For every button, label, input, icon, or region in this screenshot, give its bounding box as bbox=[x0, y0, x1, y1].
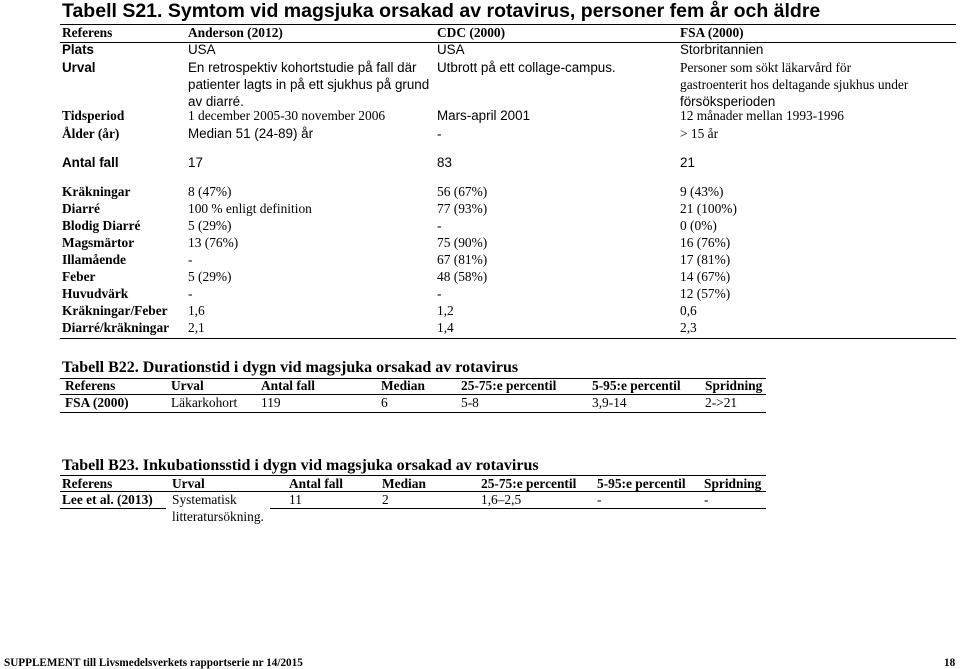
table3-title: Tabell B23. Inkubationsstid i dygn vid magsjuka orsakad av rotavirus bbox=[62, 457, 539, 474]
t1-sym-c2-0: 56 (67%) bbox=[437, 184, 488, 199]
t1-urval-c3-line2: gastroenterit hos deltagande sjukhus under bbox=[680, 77, 909, 92]
table1-bottom-rule bbox=[60, 338, 956, 339]
t1-urval-c3-line1: Personer som sökt läkarvård för bbox=[680, 60, 852, 75]
t1-alder-c3: > 15 år bbox=[680, 126, 719, 141]
t3-header-antal: Antal fall bbox=[289, 476, 343, 491]
t1-sym-c2-1: 77 (93%) bbox=[437, 201, 488, 216]
t1-plats-c2: USA bbox=[437, 42, 465, 57]
t1-tidsperiod-label: Tidsperiod bbox=[62, 108, 125, 123]
t1-sym-c2-3: 75 (90%) bbox=[437, 235, 488, 250]
t1-sym-label-8: Diarré/kräkningar bbox=[62, 320, 170, 335]
t3-row-p595: - bbox=[597, 492, 602, 507]
t1-sym-label-5: Feber bbox=[62, 269, 96, 284]
t1-tidsperiod-c1: 1 december 2005-30 november 2006 bbox=[188, 108, 386, 123]
t1-sym-c1-0: 8 (47%) bbox=[188, 184, 232, 199]
t1-sym-c3-2: 0 (0%) bbox=[680, 218, 717, 233]
table2-bottom-rule bbox=[60, 412, 766, 413]
t1-alder-c1: Median 51 (24-89) år bbox=[188, 126, 314, 141]
t1-sym-c3-5: 14 (67%) bbox=[680, 269, 731, 284]
t1-sym-c3-0: 9 (43%) bbox=[680, 184, 724, 199]
t1-sym-c3-1: 21 (100%) bbox=[680, 201, 737, 216]
t2-header-median: Median bbox=[381, 378, 425, 393]
t1-header-fsa: FSA (2000) bbox=[680, 25, 744, 40]
t3-header-urval: Urval bbox=[172, 476, 205, 491]
t3-row-median: 2 bbox=[382, 492, 389, 507]
t1-header-cdc: CDC (2000) bbox=[437, 25, 506, 40]
t2-header-referens: Referens bbox=[65, 378, 116, 393]
t1-sym-c1-8: 2,1 bbox=[188, 320, 205, 335]
t2-row-referens: FSA (2000) bbox=[65, 395, 129, 410]
t2-row-antal: 119 bbox=[261, 395, 281, 410]
t1-sym-c1-7: 1,6 bbox=[188, 303, 205, 318]
t3-row-spridning: - bbox=[704, 492, 709, 507]
t2-header-p595: 5-95:e percentil bbox=[592, 378, 681, 393]
t1-plats-c3: Storbritannien bbox=[680, 42, 764, 57]
t2-header-p2575: 25-75:e percentil bbox=[461, 378, 557, 393]
t3-header-p2575: 25-75:e percentil bbox=[481, 476, 577, 491]
t1-sym-c3-8: 2,3 bbox=[680, 320, 697, 335]
table2-title: Tabell B22. Durationstid i dygn vid magsjuka orsakad av rotavirus bbox=[62, 359, 519, 376]
t2-row-p595: 3,9-14 bbox=[592, 395, 627, 410]
t1-alder-label: Ålder (år) bbox=[62, 126, 120, 141]
t1-sym-label-0: Kräkningar bbox=[62, 184, 131, 199]
t1-header-ref: Referens bbox=[62, 25, 113, 40]
t1-sym-label-2: Blodig Diarré bbox=[62, 218, 141, 233]
t3-row-antal: 11 bbox=[289, 492, 302, 507]
t2-row-median: 6 bbox=[381, 395, 388, 410]
t1-sym-c3-7: 0,6 bbox=[680, 303, 697, 318]
t2-header-urval: Urval bbox=[171, 378, 204, 393]
table3-bottom-rule-right bbox=[270, 508, 766, 509]
t1-sym-c2-4: 67 (81%) bbox=[437, 252, 488, 267]
table1-title: Tabell S21. Symtom vid magsjuka orsakad av rotavirus, personer fem år och äldre bbox=[62, 0, 821, 22]
t1-tidsperiod-c3: 12 månader mellan 1993-1996 bbox=[680, 108, 844, 123]
t1-sym-c1-2: 5 (29%) bbox=[188, 218, 232, 233]
t1-sym-c2-2: - bbox=[437, 218, 442, 233]
t2-header-spridning: Spridning bbox=[705, 378, 763, 393]
t1-tidsperiod-c2: Mars-april 2001 bbox=[437, 108, 531, 123]
page-number: 18 bbox=[944, 657, 956, 669]
t1-sym-label-1: Diarré bbox=[62, 201, 100, 216]
t1-antal-c3: 21 bbox=[680, 155, 695, 170]
t1-sym-c3-4: 17 (81%) bbox=[680, 252, 731, 267]
t3-header-median: Median bbox=[382, 476, 426, 491]
t1-antal-c1: 17 bbox=[188, 155, 203, 170]
t1-sym-label-3: Magsmärtor bbox=[62, 235, 135, 250]
t1-sym-c2-5: 48 (58%) bbox=[437, 269, 488, 284]
t1-sym-c2-7: 1,2 bbox=[437, 303, 454, 318]
t1-sym-c1-1: 100 % enligt definition bbox=[188, 201, 312, 216]
t1-antal-label: Antal fall bbox=[62, 155, 119, 170]
table3-header-rule bbox=[60, 491, 766, 492]
t2-row-spridning: 2->21 bbox=[705, 395, 738, 410]
t1-sym-c1-6: - bbox=[188, 286, 193, 301]
t1-urval-c2: Utbrott på ett collage-campus. bbox=[437, 60, 616, 75]
t3-header-spridning: Spridning bbox=[704, 476, 762, 491]
t2-header-antal: Antal fall bbox=[261, 378, 315, 393]
t3-row-referens: Lee et al. (2013) bbox=[62, 492, 153, 507]
t3-row-urval-line1: Systematisk bbox=[172, 492, 237, 507]
t1-alder-c2: - bbox=[437, 126, 442, 141]
t3-row-urval-line2: litteratursökning. bbox=[172, 509, 264, 524]
t1-sym-c1-4: - bbox=[188, 252, 193, 267]
t2-row-urval: Läkarkohort bbox=[171, 395, 238, 410]
t1-sym-c1-3: 13 (76%) bbox=[188, 235, 239, 250]
t1-sym-c3-6: 12 (57%) bbox=[680, 286, 731, 301]
t1-urval-c1-line2: patienter lagts in på ett sjukhus på grund bbox=[188, 77, 430, 92]
t1-plats-c1: USA bbox=[188, 42, 216, 57]
t1-urval-c1-line1: En retrospektiv kohortstudie på fall där bbox=[188, 60, 417, 75]
t1-sym-c1-5: 5 (29%) bbox=[188, 269, 232, 284]
t1-sym-label-4: Illamående bbox=[62, 252, 126, 267]
t1-sym-c2-8: 1,4 bbox=[437, 320, 454, 335]
t3-header-referens: Referens bbox=[62, 476, 113, 491]
t2-row-p2575: 5-8 bbox=[461, 395, 479, 410]
t1-sym-label-7: Kräkningar/Feber bbox=[62, 303, 168, 318]
t3-row-p2575: 1,6–2,5 bbox=[481, 492, 522, 507]
t1-antal-c2: 83 bbox=[437, 155, 452, 170]
t1-sym-label-6: Huvudvärk bbox=[62, 286, 129, 301]
table2-header-rule bbox=[60, 394, 766, 395]
t3-header-p595: 5-95:e percentil bbox=[597, 476, 686, 491]
footer-text: SUPPLEMENT till Livsmedelsverkets rapportserie nr 14/2015 bbox=[4, 657, 303, 669]
t1-urval-label: Urval bbox=[62, 60, 96, 75]
table3-bottom-rule-left bbox=[60, 508, 166, 509]
t1-plats-label: Plats bbox=[62, 42, 95, 57]
t1-header-anderson: Anderson (2012) bbox=[188, 25, 283, 40]
t1-sym-c3-3: 16 (76%) bbox=[680, 235, 731, 250]
t1-urval-c3-line3: försöksperioden bbox=[680, 94, 776, 109]
t1-urval-c1-line3: av diarré. bbox=[188, 94, 244, 109]
t1-sym-c2-6: - bbox=[437, 286, 442, 301]
